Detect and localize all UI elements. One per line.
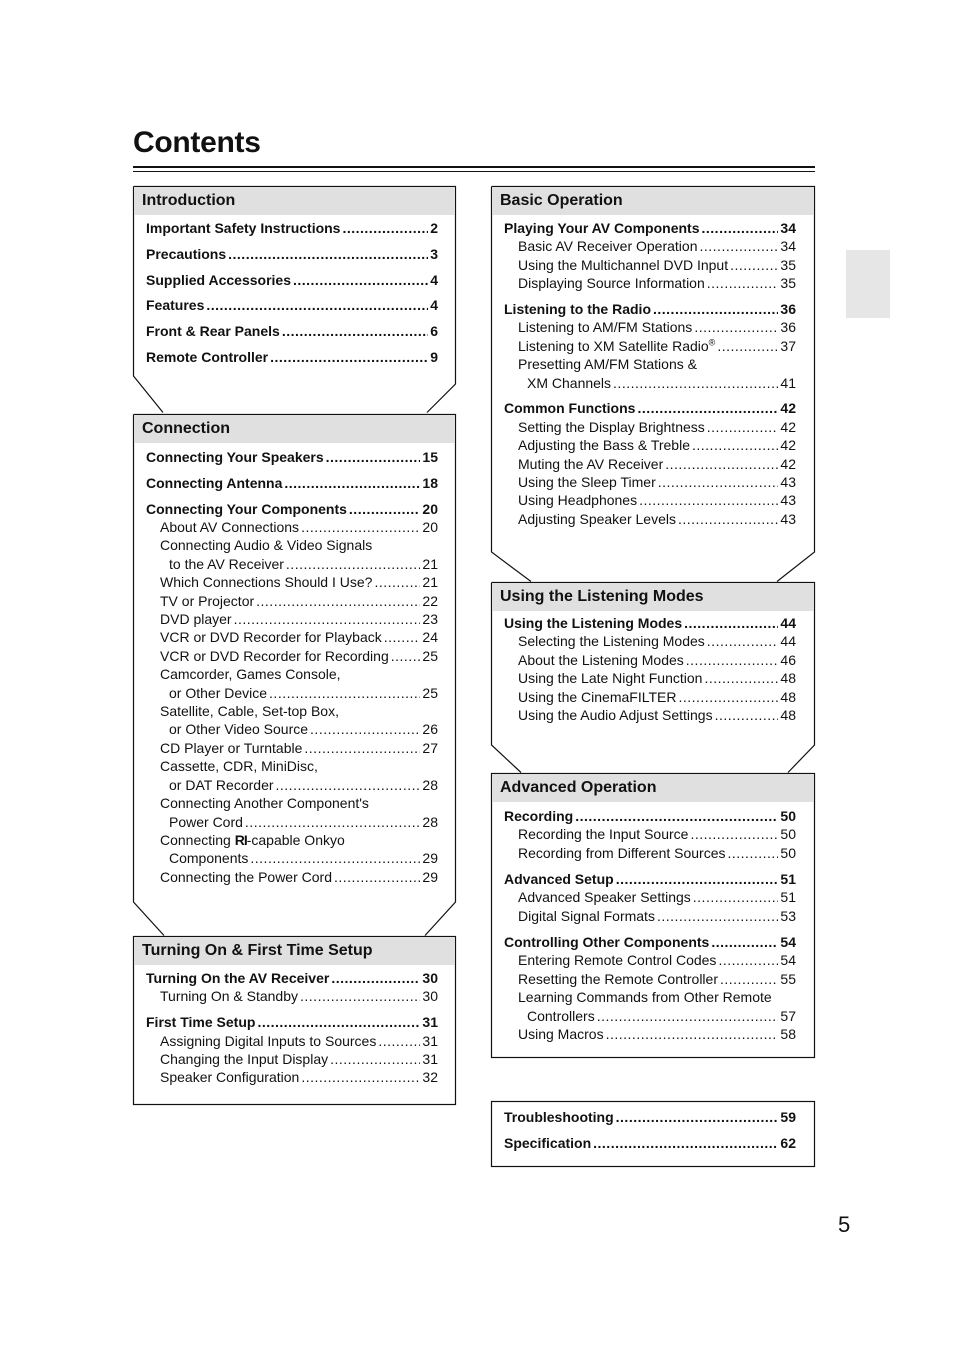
toc-entry[interactable]: VCR or DVD Recorder for Recording ..... 25 (146, 647, 438, 665)
title-rule-thick (133, 166, 815, 168)
toc-entry-continued: Learning Commands from Other Remote (518, 989, 772, 1006)
ri-logo-icon: RI (234, 831, 247, 848)
toc-entry[interactable]: TV or Projector ..... 22 (146, 592, 438, 610)
toc-entry[interactable]: Power Cord ..... 28 (146, 813, 438, 831)
side-tab-marker (846, 250, 890, 318)
page-number: 5 (838, 1212, 851, 1237)
toc-entry[interactable]: Using the Listening Modes ..... 44 (504, 614, 796, 632)
section-title: Introduction (134, 187, 455, 215)
toc-entry[interactable]: Selecting the Listening Modes ..... 44 (504, 632, 796, 650)
toc-entry[interactable]: Connecting the Power Cord ..... 29 (146, 868, 438, 886)
section-listening-modes (491, 582, 815, 773)
toc-entry[interactable]: Recording ..... 50 (504, 807, 796, 825)
toc-entry[interactable]: Advanced Speaker Settings ..... 51 (504, 888, 796, 906)
toc-entry[interactable]: Controllers ..... 57 (504, 1007, 796, 1025)
toc-entry[interactable]: Components ..... 29 (146, 849, 438, 867)
toc-entry[interactable]: Listening to AM/FM Stations ..... 36 (504, 318, 796, 336)
toc-entry[interactable]: Which Connections Should I Use? ..... 21 (146, 573, 438, 591)
toc-entry[interactable]: Front & Rear Panels ..... 6 (146, 322, 438, 340)
section-title: Turning On & First Time Setup (134, 937, 455, 965)
toc-entry[interactable]: XM Channels ..... 41 (504, 374, 796, 392)
toc-entry[interactable]: Turning On & Standby ..... 30 (146, 987, 438, 1005)
toc-entry[interactable]: Using the CinemaFILTER ..... 48 (504, 688, 796, 706)
toc-entry[interactable]: Connecting Antenna ..... 18 (146, 474, 438, 492)
section-connection (133, 414, 456, 936)
section-turning-on (133, 936, 456, 1105)
section-title: Basic Operation (492, 187, 814, 215)
section-title: Advanced Operation (492, 774, 814, 802)
toc-entry[interactable]: Using Macros ..... 58 (504, 1025, 796, 1043)
section-title: Connection (134, 415, 455, 443)
toc-entry[interactable]: Using Headphones ..... 43 (504, 491, 796, 509)
toc-entry[interactable]: Basic AV Receiver Operation ..... 34 (504, 237, 796, 255)
page-title: Contents (133, 126, 261, 159)
toc-entry[interactable]: Connecting Your Components ..... 20 (146, 500, 438, 518)
toc-entry[interactable]: Remote Controller ..... 9 (146, 348, 438, 366)
section-advanced-operation (491, 773, 815, 1058)
toc-entry-continued: Satellite, Cable, Set-top Box, (160, 703, 339, 720)
toc-entry[interactable]: Playing Your AV Components ..... 34 (504, 219, 796, 237)
toc-entry[interactable]: Recording from Different Sources ..... 50 (504, 844, 796, 862)
toc-entry[interactable]: Muting the AV Receiver ..... 42 (504, 455, 796, 473)
registered-mark: ® (708, 337, 716, 348)
toc-entry[interactable]: Common Functions ..... 42 (504, 399, 796, 417)
toc-entry-continued: Connecting RI-capable Onkyo (160, 831, 345, 848)
toc-entry-continued: Connecting Another Component's (160, 795, 369, 812)
toc-entry[interactable]: or DAT Recorder ..... 28 (146, 776, 438, 794)
toc-entry-continued: Presetting AM/FM Stations & (518, 356, 697, 373)
toc-entry[interactable]: or Other Device ..... 25 (146, 684, 438, 702)
toc-entry-continued: Camcorder, Games Console, (160, 666, 341, 683)
toc-entry[interactable]: Troubleshooting ..... 59 (504, 1108, 796, 1126)
toc-entry[interactable]: Entering Remote Control Codes ..... 54 (504, 951, 796, 969)
toc-entry[interactable]: Recording the Input Source ..... 50 (504, 825, 796, 843)
toc-entry[interactable]: Supplied Accessories ..... 4 (146, 271, 438, 289)
toc-entry[interactable]: VCR or DVD Recorder for Playback ..... 24 (146, 628, 438, 646)
toc-entry[interactable]: Turning On the AV Receiver ..... 30 (146, 969, 438, 987)
toc-entry[interactable]: Using the Multichannel DVD Input ..... 35 (504, 256, 796, 274)
toc-entry[interactable]: Setting the Display Brightness ..... 42 (504, 418, 796, 436)
toc-entry[interactable]: Speaker Configuration ..... 32 (146, 1068, 438, 1086)
toc-entry[interactable]: Listening to the Radio ..... 36 (504, 300, 796, 318)
section-introduction (133, 186, 456, 413)
toc-entry[interactable]: Controlling Other Components ..... 54 (504, 933, 796, 951)
toc-entry[interactable]: or Other Video Source ..... 26 (146, 720, 438, 738)
toc-entry[interactable]: Connecting Your Speakers ..... 15 (146, 448, 438, 466)
toc-entry[interactable]: Using the Late Night Function ..... 48 (504, 669, 796, 687)
toc-entry[interactable]: Specification ..... 62 (504, 1134, 796, 1152)
toc-entry[interactable]: Features ..... 4 (146, 296, 438, 314)
toc-entry[interactable]: About the Listening Modes ..... 46 (504, 651, 796, 669)
toc-entry[interactable]: Using the Sleep Timer ..... 43 (504, 473, 796, 491)
toc-entry[interactable]: Displaying Source Information ..... 35 (504, 274, 796, 292)
toc-entry[interactable]: About AV Connections ..... 20 (146, 518, 438, 536)
toc-entry[interactable]: First Time Setup ..... 31 (146, 1013, 438, 1031)
toc-entry-continued: Connecting Audio & Video Signals (160, 537, 373, 554)
title-rule-thin (133, 171, 815, 172)
toc-entry[interactable]: Using the Audio Adjust Settings ..... 48 (504, 706, 796, 724)
toc-entry[interactable]: DVD player ..... 23 (146, 610, 438, 628)
toc-entry[interactable]: Changing the Input Display ..... 31 (146, 1050, 438, 1068)
toc-entry[interactable]: Assigning Digital Inputs to Sources ..... 31 (146, 1032, 438, 1050)
toc-entry[interactable]: Digital Signal Formats ..... 53 (504, 907, 796, 925)
section-title: Using the Listening Modes (492, 583, 814, 611)
toc-entry-continued: Cassette, CDR, MiniDisc, (160, 758, 318, 775)
toc-entry[interactable]: Adjusting Speaker Levels ..... 43 (504, 510, 796, 528)
toc-entry[interactable]: Advanced Setup ..... 51 (504, 870, 796, 888)
toc-entry[interactable]: Listening to XM Satellite Radio® ..... 37 (504, 337, 796, 355)
section-misc (491, 1101, 815, 1167)
toc-entry[interactable]: Resetting the Remote Controller ..... 55 (504, 970, 796, 988)
toc-entry[interactable]: to the AV Receiver ..... 21 (146, 555, 438, 573)
toc-entry[interactable]: CD Player or Turntable ..... 27 (146, 739, 438, 757)
toc-entry[interactable]: Precautions ..... 3 (146, 245, 438, 263)
toc-entry[interactable]: Important Safety Instructions ..... 2 (146, 219, 438, 237)
toc-entry[interactable]: Adjusting the Bass & Treble ..... 42 (504, 436, 796, 454)
section-basic-operation (491, 186, 815, 582)
